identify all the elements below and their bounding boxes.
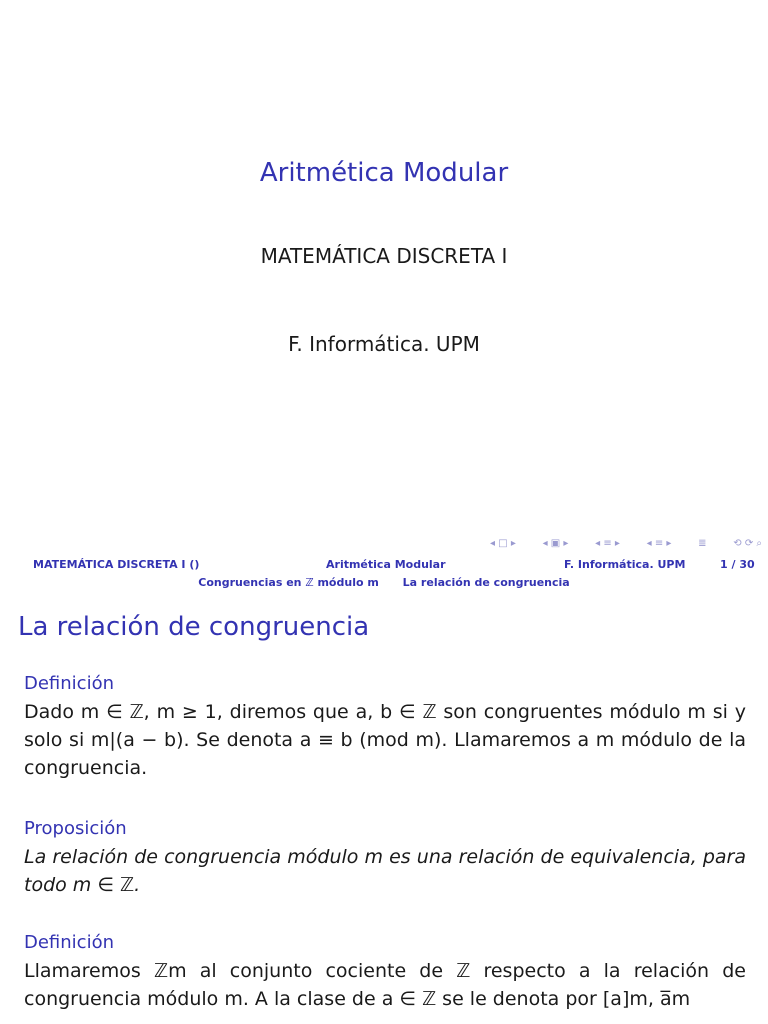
block-title: Definición [24,673,114,694]
slide-footer [0,558,768,574]
search-back-icon[interactable]: ⟲ ⟳ ⌕ [733,538,762,549]
section-nav-icon[interactable]: ◂ ≡ ▸ [595,538,620,549]
footer-course: MATEMÁTICA DISCRETA I () [33,558,200,571]
document-nav-icon[interactable]: ◂ ≡ ▸ [646,538,672,549]
appendix-nav-icon[interactable]: ≣ [698,538,707,549]
definition-block [24,673,746,782]
course-name: MATEMÁTICA DISCRETA I [260,244,508,268]
presentation-title: Aritmética Modular [259,158,509,188]
block-body: Dado m ∈ ℤ, m ≥ 1, diremos que a, b ∈ ℤ son congruentes módulo m si y solo si m|(a − b). Se denota a ≡ b (mod m). Llamaremos a m módulo de la congruencia. [24,701,746,779]
block-body: La relación de congruencia módulo m es una relación de equivalencia, para todo m ∈ ℤ. [24,846,746,896]
section-name: Congruencias en ℤ módulo m [198,576,379,589]
section-header [0,576,768,589]
block-body: Llamaremos ℤm al conjunto cociente de ℤ respecto a la relación de congruencia módulo m. A la clase de a ∈ ℤ se le denota por [a]m, a̅m [24,960,746,1010]
proposition-block [24,818,746,899]
slide-title: La relación de congruencia [18,612,370,642]
page-number: 1 / 30 [720,558,755,571]
subsection-name: La relación de congruencia [402,576,570,589]
beamer-navigation-bar [490,538,762,552]
footer-title: Aritmética Modular [326,558,446,571]
definition-block [24,932,746,1013]
block-title: Definición [24,932,114,953]
footer-institution: F. Informática. UPM [564,558,686,571]
block-title: Proposición [24,818,127,839]
subsection-nav-icon[interactable]: ◂ ▣ ▸ [542,538,569,549]
institution-name: F. Informática. UPM [288,332,480,356]
frame-nav-icon[interactable]: ◂ □ ▸ [490,538,516,549]
